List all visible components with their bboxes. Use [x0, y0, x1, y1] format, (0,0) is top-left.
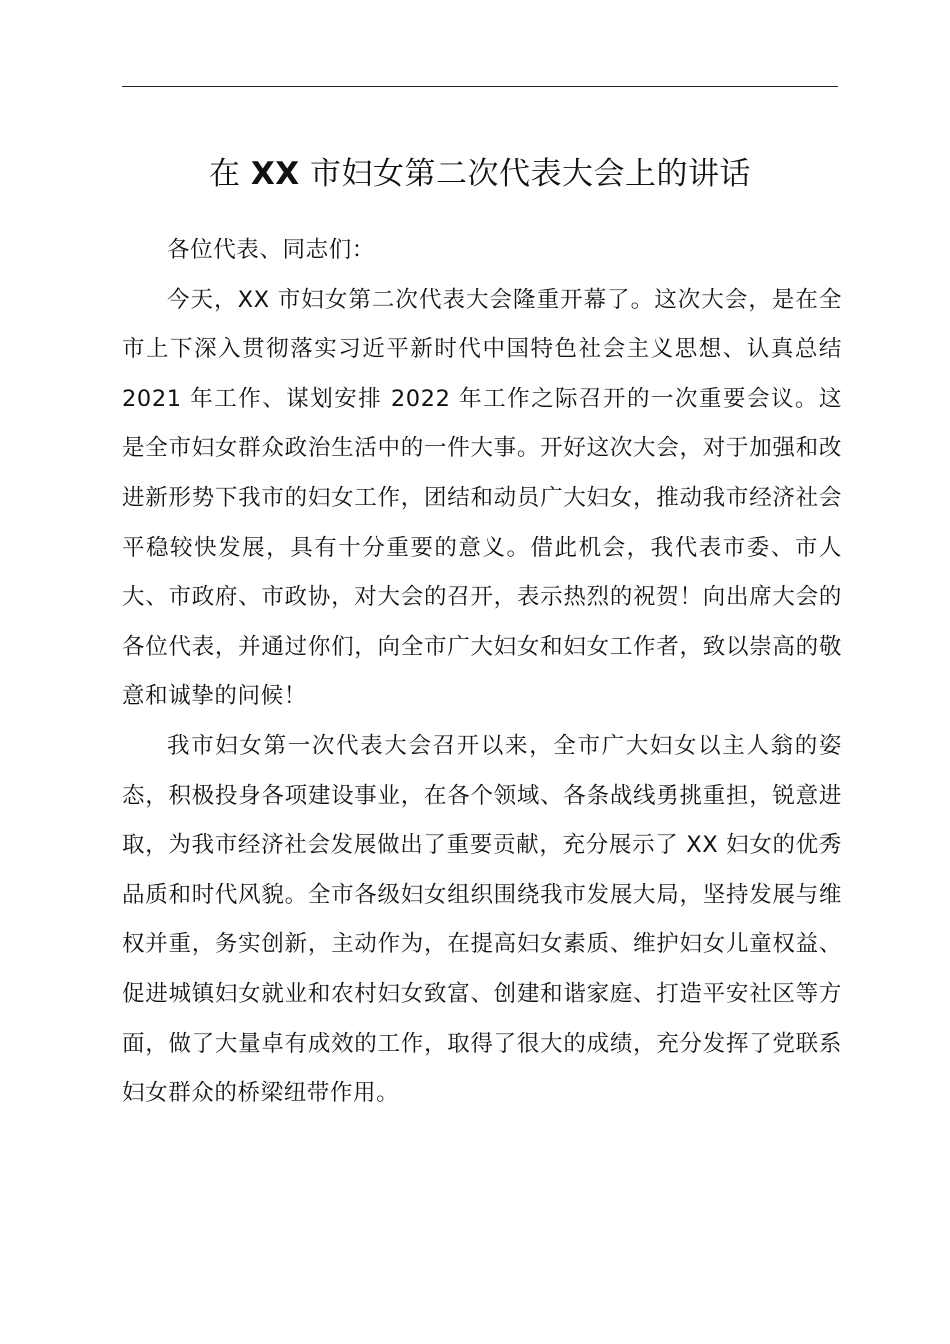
header-rule — [122, 86, 838, 87]
title-prefix: 在 — [208, 156, 251, 192]
paragraph-1: 今天，XX 市妇女第二次代表大会隆重开幕了。这次大会，是在全市上下深入贯彻落实习近平新时代中国特色社会主义思想、认真总结 2021 年工作、谋划安排 2022 年工作之际召开的一次重要会议。这是全市妇女群众政治生活中的一件大事。开好这次大会，对于加强和改进新形势下我市的妇女工作，团结和动员广大妇女，推动我市经济社会平稳较快发展，具有十分重要的意义。借此机会，我代表市委、市人大、市政府、市政协，对大会的召开，表示热烈的祝贺！向出席大会的各位代表，并通过你们，向全市广大妇女和妇女工作者，致以崇高的敬意和诚挚的问候！ — [122, 286, 842, 710]
title-strong: XX — [250, 156, 300, 192]
salutation: 各位代表、同志们： — [167, 237, 375, 263]
paragraph-2: 我市妇女第一次代表大会召开以来，全市广大妇女以主人翁的姿态，积极投身各项建设事业，在各个领域、各条战线勇挑重担，锐意进取，为我市经济社会发展做出了重要贡献，充分展示了 XX 妇女的优秀品质和时代风貌。全市各级妇女组织围绕我市发展大局，坚持发展与维权并重，务实创新，主动作为，在提高妇女素质、维护妇女儿童权益、促进城镇妇女就业和农村妇女致富、创建和谐家庭、打造平安社区等方面，做了大量卓有成效的工作，取得了很大的成绩，充分发挥了党联系妇女群众的桥梁纽带作用。 — [122, 732, 842, 1107]
title-suffix: 市妇女第二次代表大会上的讲话 — [299, 156, 752, 192]
document-body — [122, 226, 842, 1119]
document-title — [122, 146, 838, 202]
